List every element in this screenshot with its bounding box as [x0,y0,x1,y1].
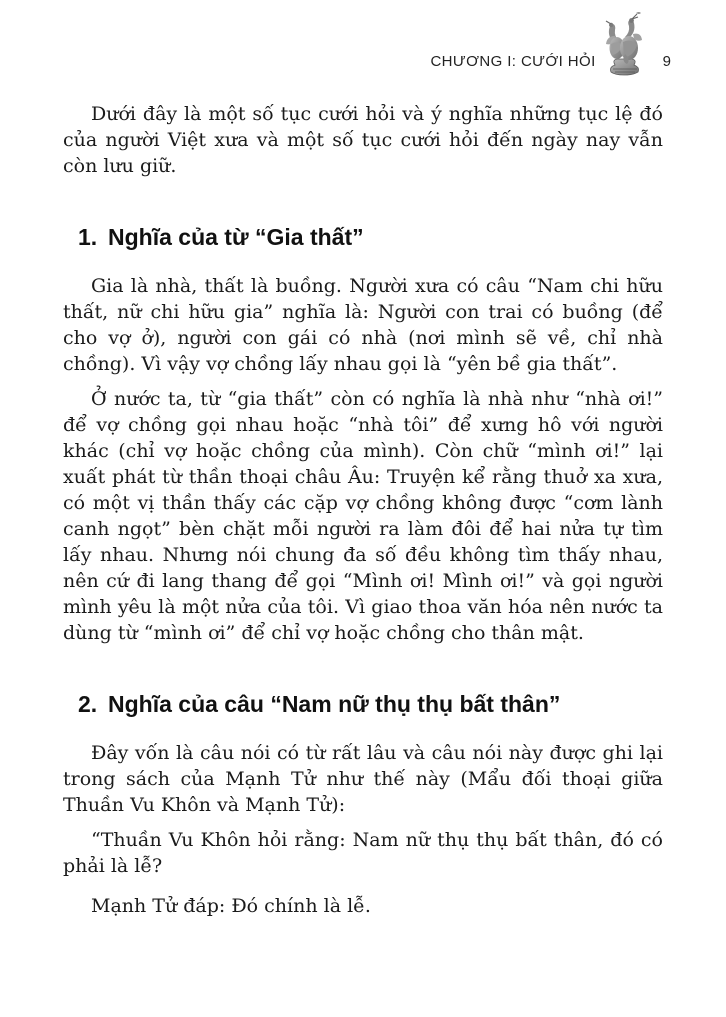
section-1-paragraph-1: Gia là nhà, thất là buồng. Người xưa có câu “Nam chi hữu thất, nữ chi hữu gia” nghĩa là: Người con trai có buồng (để cho vợ ở), người con gái có nhà (nơi mình sẽ về, chỉ nhà chồng). Vì vậy vợ chồng lấy nhau gọi là “yên bề gia thất”. [63,275,663,375]
section-1-paragraph-2: Ở nước ta, từ “gia thất” còn có nghĩa là nhà như “nhà ơi!” để vợ chồng gọi nhau hoặc “nhà tôi” để xưng hô với người khác (chỉ vợ hoặc chồng của mình). Còn chữ “mình ơi!” lại xuất phát từ thần thoại châu Âu: Truyện kể rằng thuở xa xưa, có một vị thần thấy các cặp vợ chồng không được “cơm lành canh ngọt” bèn chặt mỗi người ra làm đôi để hai nửa tự tìm lấy nhau. Nhưng nói chung đa số đều không tìm thấy nhau, nên cứ đi lang thang để gọi “Mình ơi! Mình ơi!” và gọi người mình yêu là một nửa của tôi. Vì giao thoa văn hóa nên nước ta dùng từ “mình ơi” để chỉ vợ hoặc chồng cho thân mật. [63,388,663,644]
section-2-title: Nghĩa của câu “Nam nữ thụ thụ bất thân” [108,691,561,717]
section-2-paragraph-1: Đây vốn là câu nói có từ rất lâu và câu nói này được ghi lại trong sách của Mạnh Tử như thế này (Mẩu đối thoại giữa Thuần Vu Khôn và Mạnh Tử): [63,742,663,816]
section-2-number: 2. [78,691,98,717]
section-2-paragraph-3: Mạnh Tử đáp: Đó chính là lễ. [91,895,371,917]
page-content [63,0,663,919]
running-head-chapter-title: CHƯƠNG I: CƯỚI HỎI [430,53,596,70]
section-2-paragraph-2: “Thuần Vu Khôn hỏi rằng: Nam nữ thụ thụ bất thân, đó có phải là lễ? [63,829,663,877]
section-1-number: 1. [78,224,98,250]
intro-paragraph: Dưới đây là một số tục cưới hỏi và ý nghĩa những tục lệ đó của người Việt xưa và một số tục cưới hỏi đến ngày nay vẫn còn lưu giữ. [63,103,663,177]
page-number: 9 [662,53,671,70]
section-2-heading [78,690,663,718]
section-1-heading [78,223,663,251]
section-1-title: Nghĩa của từ “Gia thất” [108,224,364,250]
